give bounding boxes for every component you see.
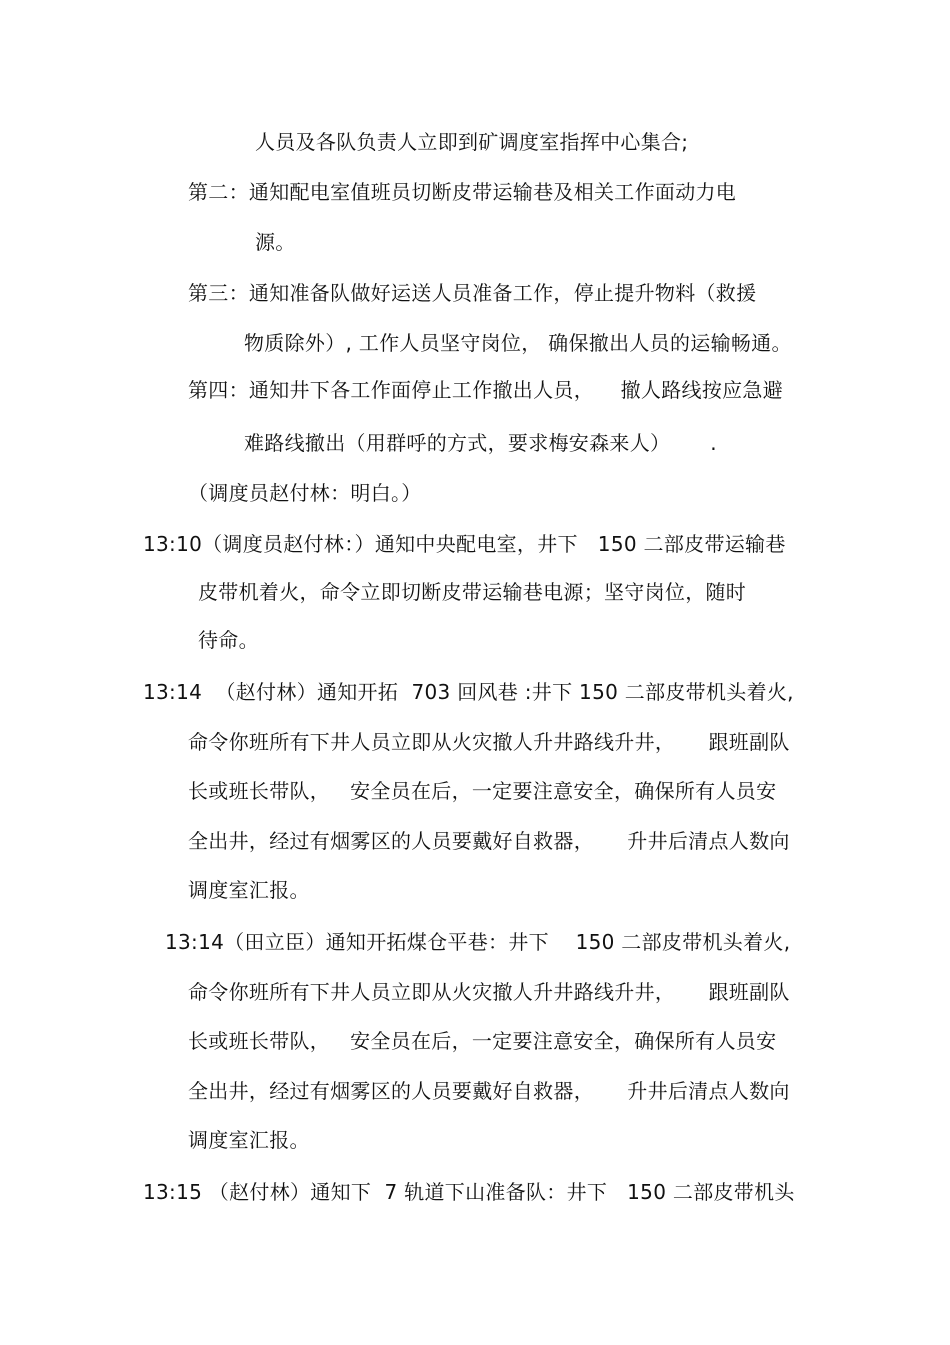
text-line: 皮带机着火，命令立即切断皮带运输巷电源；坚守岗位，随时: [198, 580, 747, 604]
text-line: 第四：通知井下各工作面停止工作撤出人员， 撤人路线按应急避: [188, 378, 784, 402]
text-line: 物质除外）, 工作人员坚守岗位， 确保撤出人员的运输畅通。: [244, 331, 792, 355]
text-line: 全出井，经过有烟雾区的人员要戴好自救器， 升井后清点人数向: [188, 1079, 790, 1103]
text-line: 长或班长带队， 安全员在后，一定要注意安全，确保所有人员安: [188, 779, 777, 803]
text-line: 第二：通知配电室值班员切断皮带运输巷及相关工作面动力电: [188, 180, 737, 204]
text-line: 13:14 （赵付林）通知开拓 703 回风巷 :井下 150 二部皮带机头着火,: [143, 680, 794, 704]
text-line: 人员及各队负责人立即到矿调度室指挥中心集合;: [255, 130, 689, 154]
text-line: 13:15 （赵付林）通知下 7 轨道下山准备队：井下 150 二部皮带机头: [143, 1180, 795, 1204]
text-line: 长或班长带队， 安全员在后，一定要注意安全，确保所有人员安: [188, 1029, 777, 1053]
text-line: 调度室汇报。: [188, 1128, 310, 1152]
text-line: （调度员赵付林：明白。）: [188, 481, 422, 505]
text-line: 难路线撤出（用群呼的方式，要求梅安森来人） .: [244, 431, 717, 455]
text-line: 13:14（田立臣）通知开拓煤仓平巷：井下 150 二部皮带机头着火,: [165, 930, 791, 954]
text-line: 调度室汇报。: [188, 878, 310, 902]
text-line: 命令你班所有下井人员立即从火灾撤人升井路线升井， 跟班副队: [188, 730, 790, 754]
text-line: 命令你班所有下井人员立即从火灾撤人升井路线升井， 跟班副队: [188, 980, 790, 1004]
text-line: 第三：通知准备队做好运送人员准备工作，停止提升物料（救援: [188, 281, 757, 305]
text-line: 全出井，经过有烟雾区的人员要戴好自救器， 升井后清点人数向: [188, 829, 790, 853]
text-line: 源。: [255, 230, 296, 254]
text-line: 13:10（调度员赵付林：）通知中央配电室，井下 150 二部皮带运输巷: [143, 532, 786, 556]
text-line: 待命。: [198, 628, 259, 652]
